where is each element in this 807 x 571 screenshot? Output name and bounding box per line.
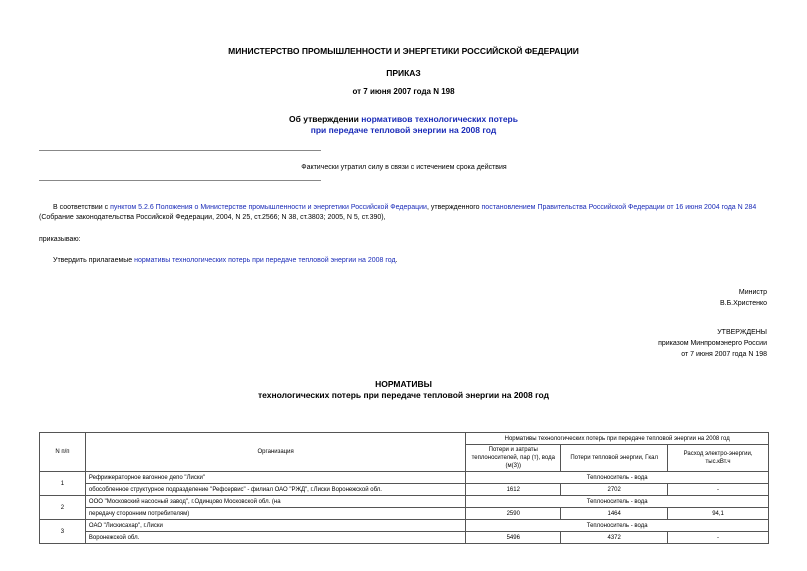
row-coolant-losses: 2590: [466, 508, 561, 520]
signatory-name: В.Б.Христенко: [719, 300, 767, 307]
norms-table: [39, 432, 769, 544]
header-organization: Организация: [85, 433, 465, 472]
order-paragraph: [53, 256, 769, 266]
row-organization-line-2: обособленное структурное подразделение "Рефсервис" - филиал ОАО "РЖД", г.Лиски Воронежской обл.: [85, 484, 465, 496]
row-coolant-losses: 1612: [466, 484, 561, 496]
row-heat-losses: 4372: [561, 532, 668, 544]
title-prefix: Об утверждении: [289, 114, 362, 124]
row-coolant-losses: 5496: [466, 532, 561, 544]
row-electricity: -: [668, 532, 769, 544]
row-number: 3: [40, 520, 86, 544]
approval-line-1: УТВЕРЖДЕНЫ: [717, 329, 767, 336]
table-row: [40, 484, 769, 496]
row-organization-line-2: Воронежской обл.: [85, 532, 465, 544]
link-approved-norms[interactable]: нормативы технологических потерь при передаче тепловой энергии на 2008 год: [134, 257, 396, 264]
link-government-decree[interactable]: постановлением Правительства Российской Федерации от 16 июня 2004 года N 284: [481, 204, 757, 211]
norms-title: [0, 379, 807, 401]
table-row: [40, 472, 769, 484]
row-organization-line-2: передачу сторонним потребителям): [85, 508, 465, 520]
preamble-text-3: (Собрание законодательства Российской Федерации, 2004, N 25, ст.2566; N 38, ст.3803; 2005, N 5, ст.390),: [39, 213, 386, 221]
row-organization-line-1: ООО "Московский насосный завод", г.Одинцово Московской обл. (на: [85, 496, 465, 508]
title-link-heat-transfer[interactable]: при передаче тепловой энергии на 2008 год: [310, 125, 497, 135]
preamble-paragraph: [39, 203, 769, 222]
ministry-name: МИНИСТЕРСТВО ПРОМЫШЛЕННОСТИ И ЭНЕРГЕТИКИ РОССИЙСКОЙ ФЕДЕРАЦИИ: [228, 46, 579, 56]
table-row: [40, 496, 769, 508]
row-organization-line-1: ОАО "Лискисахар", г.Лиски: [85, 520, 465, 532]
table-row: [40, 532, 769, 544]
row-organization-line-1: Рефрижераторное вагонное депо "Лиски": [85, 472, 465, 484]
preamble-text-2: , утвержденного: [426, 204, 482, 211]
link-ministry-regulation[interactable]: пунктом 5.2.6 Положения о Министерстве промышленности и энергетики Российской Федерации: [110, 204, 427, 211]
row-heat-losses: 1464: [561, 508, 668, 520]
header-norms-group: Нормативы технологических потерь при передаче тепловой энергии на 2008 год: [466, 433, 769, 445]
title-link-norms[interactable]: нормативов технологических потерь: [361, 114, 518, 124]
preamble-text-1: В соответствии с: [53, 204, 111, 211]
row-heat-losses: 2702: [561, 484, 668, 496]
row-coolant-type: Теплоноситель - вода: [466, 520, 769, 532]
table-row: [40, 508, 769, 520]
header-heat-losses: Потери тепловой энергии, Гкал: [561, 445, 668, 472]
row-coolant-type: Теплоноситель - вода: [466, 472, 769, 484]
order-text-1: Утвердить прилагаемые: [53, 257, 135, 264]
table-row: [40, 520, 769, 532]
document-type: ПРИКАЗ: [386, 68, 421, 78]
approval-block: [658, 327, 767, 360]
divider-top: [39, 150, 321, 151]
signature-block: [720, 287, 767, 309]
order-word: приказываю:: [39, 236, 81, 243]
row-number: 1: [40, 472, 86, 496]
header-number: N п/п: [40, 433, 86, 472]
approval-line-2: приказом Минпромэнерго России: [658, 340, 767, 347]
norms-title-line-2: технологических потерь при передаче тепловой энергии на 2008 год: [257, 390, 550, 400]
row-number: 2: [40, 496, 86, 520]
divider-bottom: [39, 180, 321, 181]
row-coolant-type: Теплоноситель - вода: [466, 496, 769, 508]
document-date-number: от 7 июня 2007 года N 198: [352, 87, 455, 96]
signatory-position: Министр: [738, 289, 767, 296]
header-coolant-losses: Потери и затраты теплоносителей, пар (т), вода (м(3)): [466, 445, 561, 472]
status-note: Фактически утратил силу в связи с истечением срока действия: [301, 164, 507, 171]
order-text-2: .: [395, 257, 398, 264]
document-title: [0, 114, 807, 136]
row-electricity: -: [668, 484, 769, 496]
header-electricity: Расход электро-энергии, тыс.кВт.ч: [668, 445, 769, 472]
norms-title-line-1: НОРМАТИВЫ: [375, 379, 432, 389]
row-electricity: 94,1: [668, 508, 769, 520]
approval-line-3: от 7 июня 2007 года N 198: [681, 351, 767, 358]
table-header-row: [40, 433, 769, 445]
